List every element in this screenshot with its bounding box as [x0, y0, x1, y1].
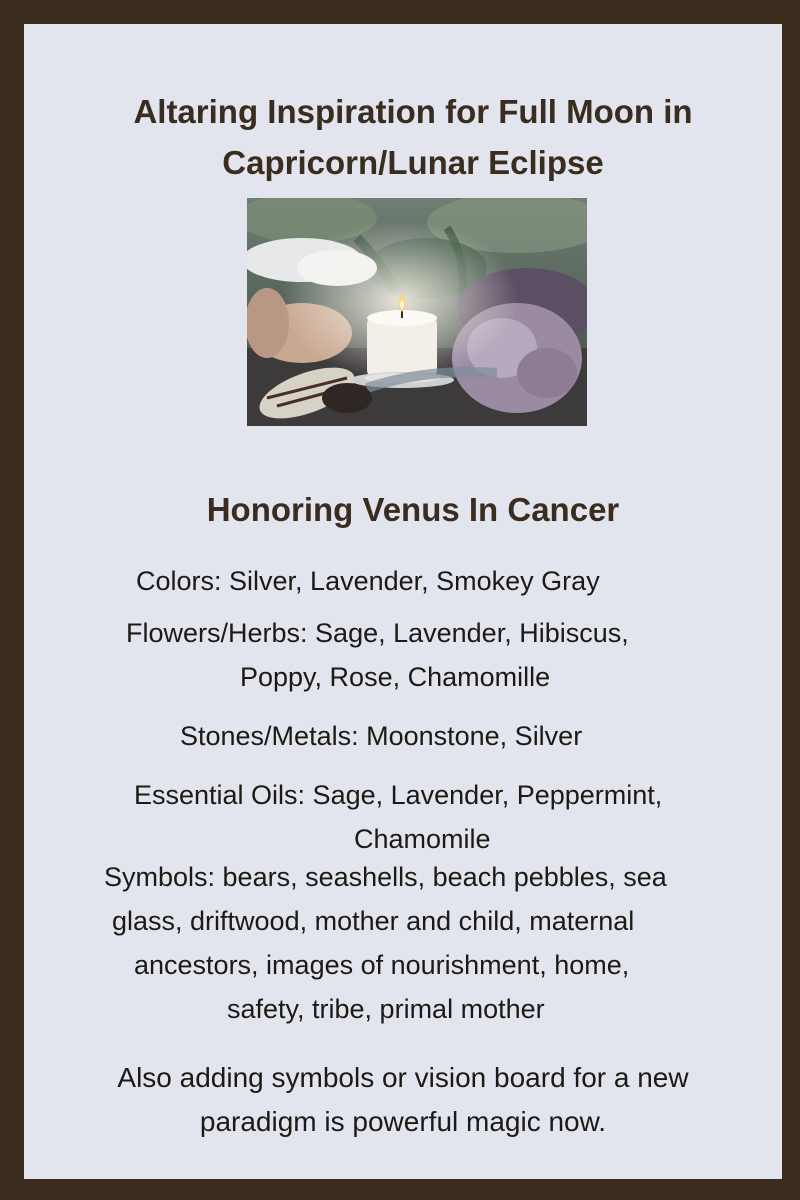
- title-line-1: Altaring Inspiration for Full Moon in: [133, 93, 693, 130]
- oils-line-1: Essential Oils: Sage, Lavender, Peppermint,: [134, 780, 663, 810]
- page-title: [24, 86, 800, 188]
- flowers-line-1: Flowers/Herbs: Sage, Lavender, Hibiscus,: [126, 618, 629, 648]
- symbols-line-1: Symbols: bears, seashells, beach pebbles, sea: [104, 862, 667, 892]
- altar-photo-image: [247, 198, 587, 426]
- section-heading: Honoring Venus In Cancer: [206, 491, 620, 528]
- closing-text: [24, 1056, 782, 1144]
- title-line-2: Capricorn/Lunar Eclipse: [222, 144, 604, 181]
- colors-line: Colors: Silver, Lavender, Smokey Gray: [136, 566, 600, 596]
- symbols-line-3: ancestors, images of nourishment, home,: [134, 950, 630, 980]
- closing-line-2: paradigm is powerful magic now.: [199, 1106, 607, 1137]
- card: [24, 24, 782, 1179]
- symbols-line-4: safety, tribe, primal mother: [227, 994, 545, 1024]
- symbols-line-2: glass, driftwood, mother and child, maternal: [112, 906, 635, 936]
- closing-line-1: Also adding symbols or vision board for a new: [117, 1062, 689, 1093]
- flowers-line-2: Poppy, Rose, Chamomille: [240, 662, 551, 692]
- altar-photo: [247, 198, 587, 426]
- stones-line: Stones/Metals: Moonstone, Silver: [180, 721, 583, 751]
- oils-line-2: Chamomile: [354, 824, 491, 854]
